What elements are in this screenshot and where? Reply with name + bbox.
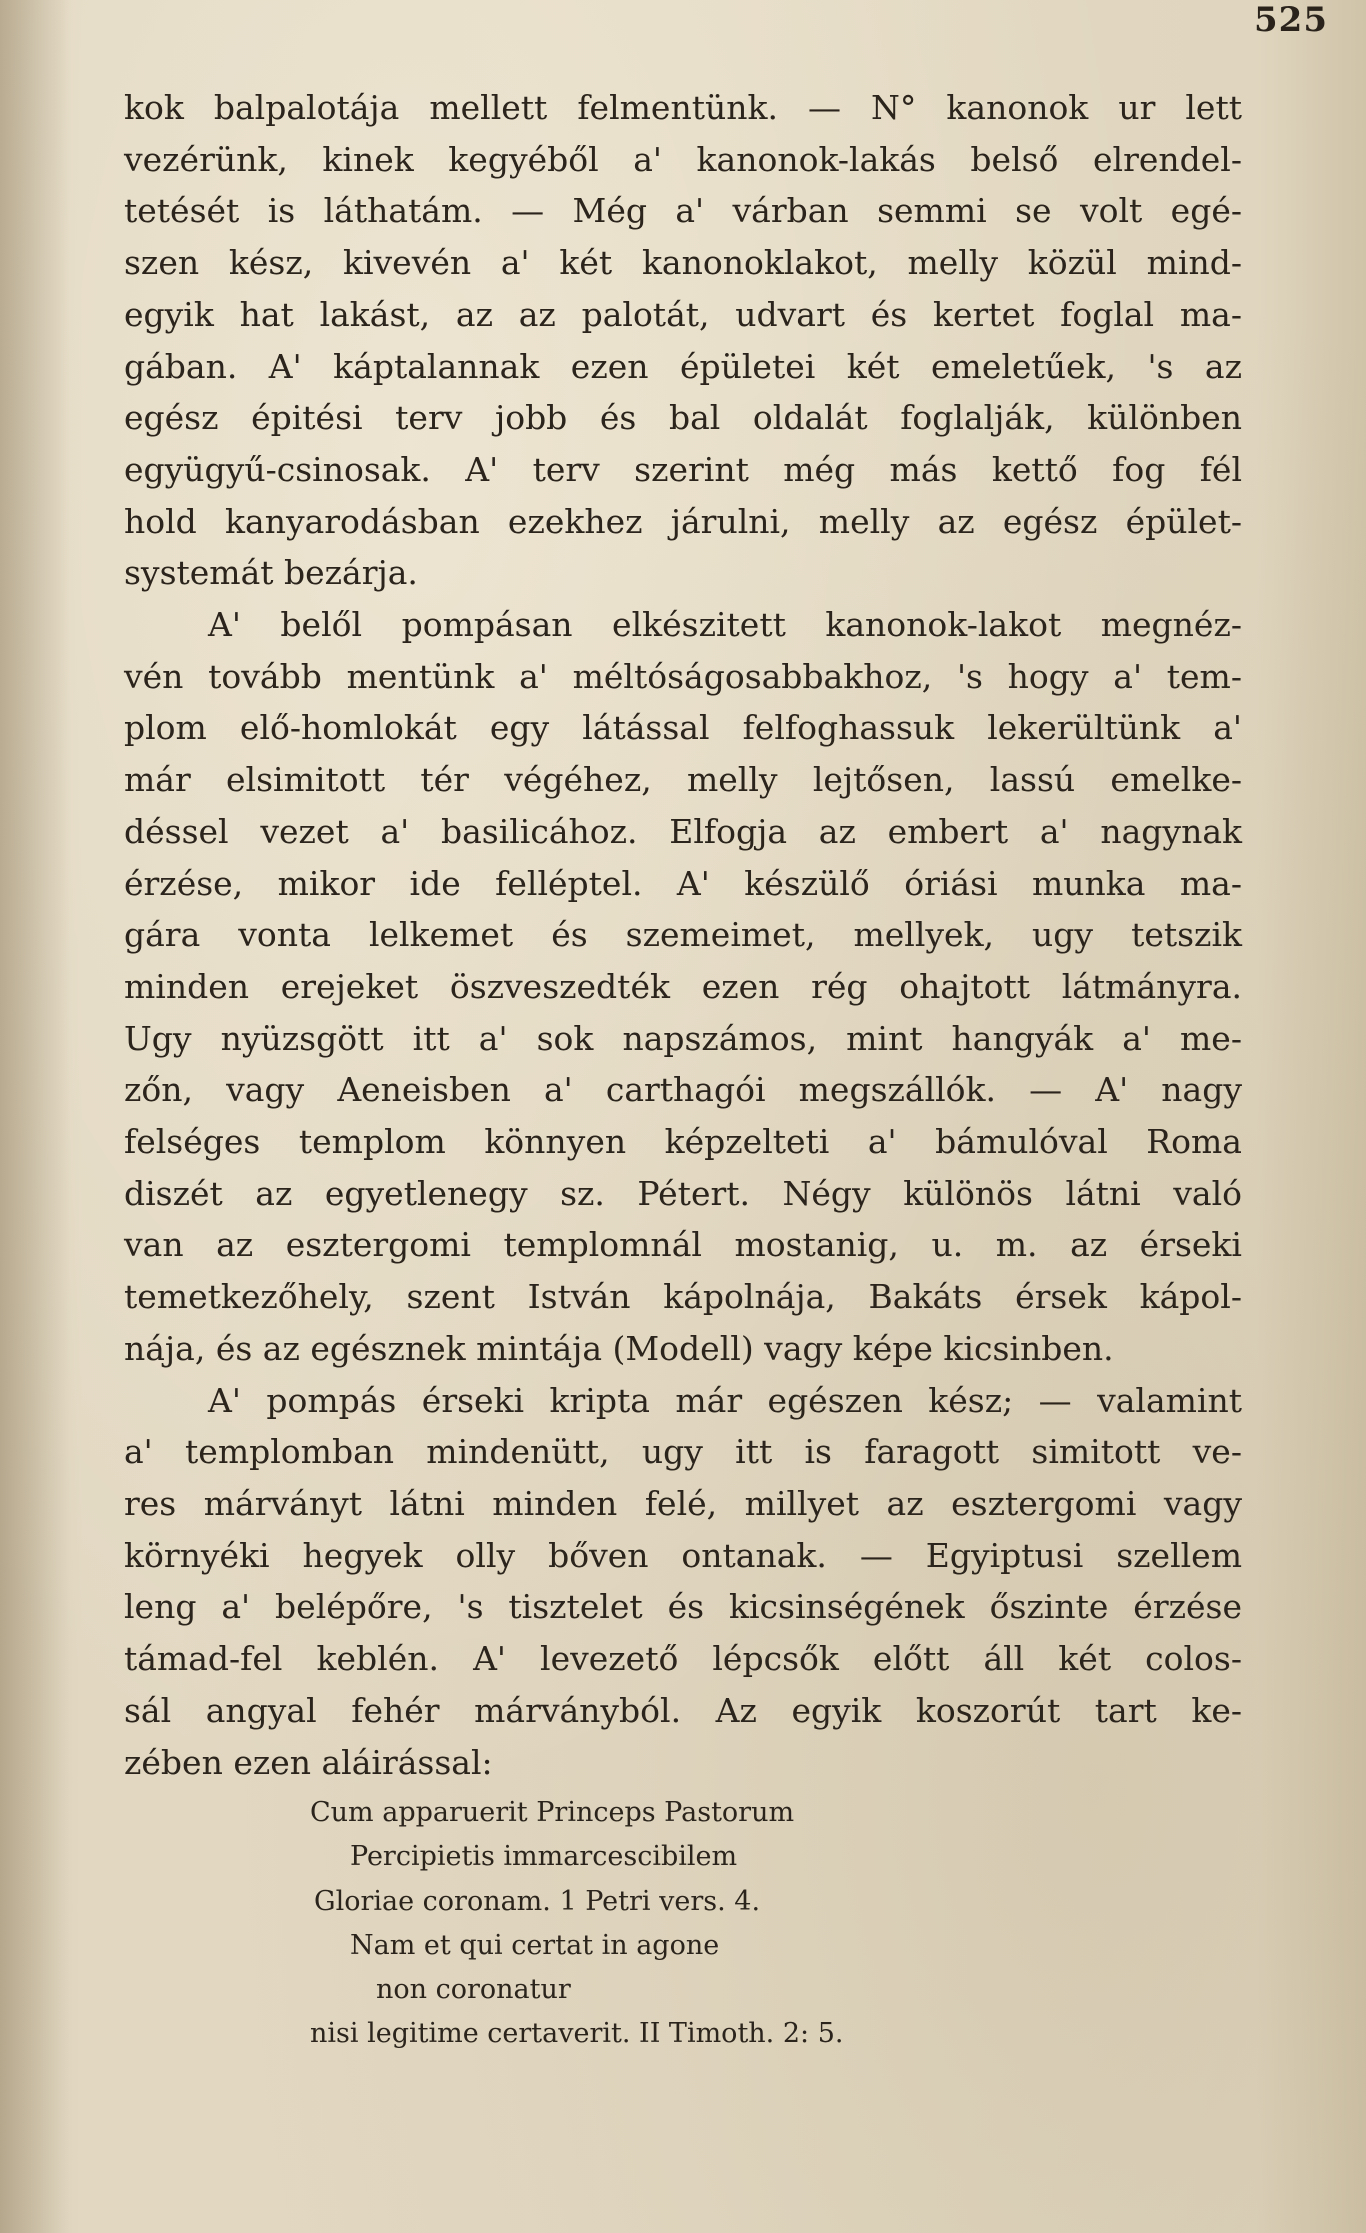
text-line: együgyű-csinosak. A' terv szerint még más kettő fog fél — [124, 449, 1242, 489]
page-number: 525 — [1254, 0, 1328, 40]
text-line: minden erejeket öszveszedték ezen rég ohajtott látmányra. — [124, 966, 1242, 1006]
text-line: systemát bezárja. — [124, 553, 418, 593]
body-text — [124, 82, 1242, 1788]
text-line: vezérünk, kinek kegyéből a' kanonok-lakás belső elrendel- — [124, 139, 1242, 179]
text-line: vén tovább mentünk a' méltóságosabbakhoz, 's hogy a' tem- — [124, 656, 1242, 696]
text-line: érzése, mikor ide felléptel. A' készülő óriási munka ma- — [124, 863, 1242, 903]
text-line: gára vonta lelkemet és szemeimet, mellyek, ugy tetszik — [124, 915, 1242, 955]
inscription-line: Cum apparuerit Princeps Pastorum — [310, 1797, 795, 1828]
inscription-line: nisi legitime certaverit. II Timoth. 2: 5. — [310, 2018, 844, 2050]
text-line: Ugy nyüzsgött itt a' sok napszámos, mint hangyák a' me- — [124, 1018, 1242, 1058]
text-line: res márványt látni minden felé, millyet az esztergomi vagy — [124, 1483, 1242, 1523]
text-line: támad-fel keblén. A' levezető lépcsők előtt áll két colos- — [124, 1639, 1242, 1679]
text-line: felséges templom könnyen képzelteti a' bámulóval Roma — [124, 1122, 1242, 1162]
text-line: már elsimitott tér végéhez, melly lejtősen, lassú emelke- — [124, 760, 1242, 800]
inscription-line: Percipietis immarcescibilem — [350, 1841, 738, 1873]
text-line: A' belől pompásan elkészitett kanonok-lakot megnéz- — [208, 605, 1242, 645]
inscription-line: Nam et qui certat in agone — [350, 1929, 720, 1961]
text-line: plom elő-homlokát egy látással felfoghassuk lekerültünk a' — [124, 708, 1242, 748]
paragraph-3 — [124, 1375, 1242, 1789]
text-line: A' pompás érseki kripta már egészen kész; — valamint — [208, 1380, 1242, 1420]
text-line: kok balpalotája mellett felmentünk. — N° kanonok ur lett — [124, 88, 1242, 127]
text-line: szen kész, kivevén a' két kanonoklakot, melly közül mind- — [124, 243, 1242, 283]
text-line: temetkezőhely, szent István kápolnája, Bakáts érsek kápol- — [124, 1277, 1242, 1317]
text-line: gában. A' káptalannak ezen épületei két emeletűek, 's az — [124, 346, 1242, 386]
text-line: zőn, vagy Aeneisben a' carthagói megszállók. — A' nagy — [124, 1070, 1242, 1110]
inscription-line: Gloriae coronam. 1 Petri vers. 4. — [314, 1885, 761, 1917]
text-line: hold kanyarodásban ezekhez járulni, melly az egész épület- — [124, 501, 1242, 541]
text-line: sál angyal fehér márványból. Az egyik koszorút tart ke- — [124, 1690, 1242, 1730]
latin-inscription — [310, 1791, 1070, 2057]
text-line: tetését is láthatám. — Még a' várban semmi se volt egé- — [124, 191, 1242, 231]
text-line: diszét az egyetlenegy sz. Pétert. Négy különös látni való — [124, 1173, 1242, 1213]
paragraph-2 — [124, 599, 1242, 1375]
text-line: déssel vezet a' basilicához. Elfogja az embert a' nagynak — [124, 811, 1242, 851]
text-line: leng a' belépőre, 's tisztelet és kicsinségének őszinte érzése — [124, 1587, 1242, 1627]
text-line: egész épitési terv jobb és bal oldalát foglalják, különben — [124, 398, 1242, 438]
page-fold-shadow — [0, 0, 70, 2233]
text-line: környéki hegyek olly bőven ontanak. — Egyiptusi szellem — [124, 1535, 1242, 1575]
text-line: egyik hat lakást, az az palotát, udvart és kertet foglal ma- — [124, 294, 1242, 334]
text-line: nája, és az egésznek mintája (Modell) vagy képe kicsinben. — [124, 1328, 1114, 1368]
inscription-line: non coronatur — [376, 1974, 571, 2006]
text-line: a' templomban mindenütt, ugy itt is faragott simitott ve- — [124, 1432, 1242, 1472]
paragraph-1 — [124, 82, 1242, 599]
text-line: van az esztergomi templomnál mostanig, u. m. az érseki — [124, 1225, 1242, 1265]
text-line: zében ezen aláirással: — [124, 1742, 493, 1782]
